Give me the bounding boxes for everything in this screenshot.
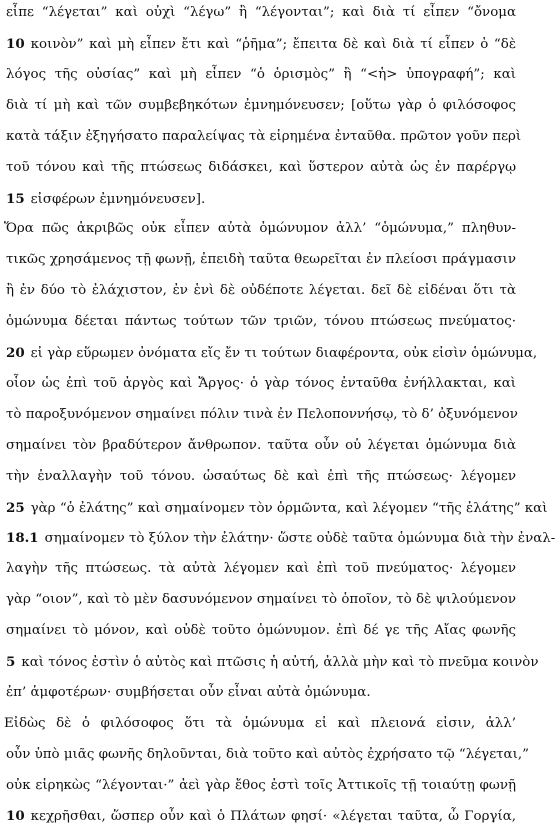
line-text: ἐπ’ ἀμφοτέρων· συμβήσεται οὖν εἶναι αὐτὰ ὁμώνυμα. [6,685,371,700]
text-line [6,618,516,644]
line-text: ὁμώνυμα δέεται πάντως τούτων τῶν τριῶν, τόνου πτώσεως πνεύματος· [6,314,516,329]
text-line [4,216,516,242]
line-text: Εἰδὼς δὲ ὁ φιλόσοφος ὅτι τὰ ὁμώνυμα εἰ καὶ πλειονά εἰσιν, ἀλλ’ [4,716,516,731]
text-line [6,309,516,335]
line-text: κοινὸν” καὶ μὴ εἶπεν ἔτι καὶ “ῥῆμα”; ἔπειτα δὲ καὶ διὰ τί εἶπεν ὁ “δὲ [30,37,516,52]
line-text: οὖν ὑπὸ μιᾶς φωνῆς δηλοῦνται, διὰ τοῦτο καὶ αὐτὸς ἐχρήσατο τῷ “λέγεται,” [6,747,529,762]
text-line [6,186,516,212]
text-line [6,433,516,459]
line-number: 25 [6,500,25,516]
line-number: 18.1 [6,530,39,546]
text-line [6,803,516,829]
line-text: εἰσφέρων ἐμνημόνευσεν]. [30,192,206,207]
line-number: 10 [6,36,25,52]
text-line [6,773,516,799]
text-line [6,0,516,26]
line-text: εἶπε “λέγεται” καὶ οὐχὶ “λέγω” ἢ “λέγονται”; καὶ διὰ τί εἶπεν “ὄνομα [6,5,516,20]
line-number: 5 [6,654,16,670]
text-line [6,247,516,273]
text-line [6,680,516,706]
text-line [6,155,516,181]
text-line [6,525,555,551]
line-text: εἰ γὰρ εὕρωμεν ὀνόματα εἴς ἔν τι τούτων διαφέροντα, οὐκ εἰσὶν ὁμώνυμα, [30,346,538,361]
text-line [6,402,516,428]
line-text: διὰ τί μὴ καὶ τῶν συμβεβηκότων ἐμνημόνευσεν; [οὕτω γὰρ ὁ φιλόσοφος [6,98,516,113]
line-text: γὰρ “οιον”, καὶ τὸ μὲν δασυνόμενον σημαίνει τὸ ὁποῖον, τὸ δὲ ψιλούμενον [6,592,516,607]
text-line [6,62,516,88]
text-line [6,93,516,119]
text-line [6,587,516,613]
text-line [6,742,529,768]
line-text: Ὅρα πῶς ἀκριβῶς οὐκ εἶπεν αὐτὰ ὁμώνυμον ἀλλ’ “ὁμώνυμα,” πληθυν- [4,221,516,236]
line-text: καὶ τόνος ἐστὶν ὁ αὐτὸς καὶ πτῶσις ἡ αὐτή, ἀλλὰ μὴν καὶ τὸ πνεῦμα κοινὸν [21,655,539,670]
text-line [6,31,516,57]
line-text: ἢ ἐν δύο τὸ ἐλάχιστον, ἐν ἑνὶ δὲ οὐδέποτε λέγεται. δεῖ δὲ εἰδέναι ὅτι τὰ [6,283,516,298]
line-text: σημαίνομεν τὸ ξύλον τὴν ἐλάτην· ὥστε οὐδὲ ταῦτα ὁμώνυμα διὰ τὴν ἐναλ- [44,531,555,546]
text-line [6,556,516,582]
line-number: 15 [6,191,25,207]
text-line [6,649,539,675]
line-text: σημαίνει τὸ μόνον, καὶ οὐδὲ τοῦτο ὁμώνυμον. ἐπὶ δέ γε τῆς Αἴας φωνῆς [6,623,516,638]
text-line [6,278,516,304]
line-number: 20 [6,345,25,361]
line-text: τὸ παροξυνόμενον σημαίνει πόλιν τινὰ ἐν Πελοποννήσῳ, τὸ δ’ ὀξυνόμενον [6,407,518,422]
line-text: σημαίνει τὸν βραδύτερον ἄνθρωπον. ταῦτα οὖν οὐ λέγεται ὁμώνυμα διὰ [6,438,516,453]
line-text: οἷον ὡς ἐπὶ τοῦ ἀργὸς καὶ Ἄργος· ὁ γὰρ τόνος ἐνταῦθα ἐνήλλακται, καὶ [6,376,516,391]
text-line [6,495,548,521]
line-text: τοῦ τόνου καὶ τῆς πτώσεως διδάσκει, καὶ ὕστερον αὐτὰ ὡς ἐν παρέργῳ [6,160,516,175]
line-text: λαγὴν τῆς πτώσεως. τὰ αὐτὰ λέγομεν καὶ ἐπὶ τοῦ πνεύματος· λέγομεν [6,561,516,576]
text-line [6,371,516,397]
line-text: γὰρ “ὁ ἐλάτης” καὶ σημαίνομεν τὸν ὁρμῶντα, καὶ λέγομεν “τῆς ἐλάτης” καὶ [30,501,548,516]
text-line [6,340,538,366]
line-number: 10 [6,808,25,824]
text-line [6,124,522,150]
line-text: λόγος τῆς οὐσίας” καὶ μὴ εἶπεν “ὁ ὁρισμὸς” ἢ “<ἡ> ὑπογραφή”; καὶ [6,67,516,82]
text-line [6,464,516,490]
text-line [4,711,516,737]
line-text: τὴν ἐναλλαγὴν τοῦ τόνου. ὡσαύτως δὲ καὶ ἐπὶ τῆς πτώσεως· λέγομεν [6,469,516,484]
line-text: κεχρῆσθαι, ὥσπερ οὖν καὶ ὁ Πλάτων φησί· «λέγεται ταῦτα, ὦ Γοργία, [30,809,516,824]
line-text: τικῶς χρησάμενος τῇ φωνῇ, ἐπειδὴ ταῦτα θεωρεῖται ἐν πλείοσι πράγμασιν [6,252,516,267]
line-text: οὐκ εἰρηκὼς “λέγονται·” ἀεὶ γὰρ ἔθος ἐστὶ τοῖς Ἀττικοῖς τῇ τοιαύτῃ φωνῇ [6,778,516,793]
line-text: κατὰ τάξιν ἐξηγήσατο παραλείψας τὰ εἰρημένα ἐνταῦθα. πρῶτον γοῦν περὶ [6,129,522,144]
